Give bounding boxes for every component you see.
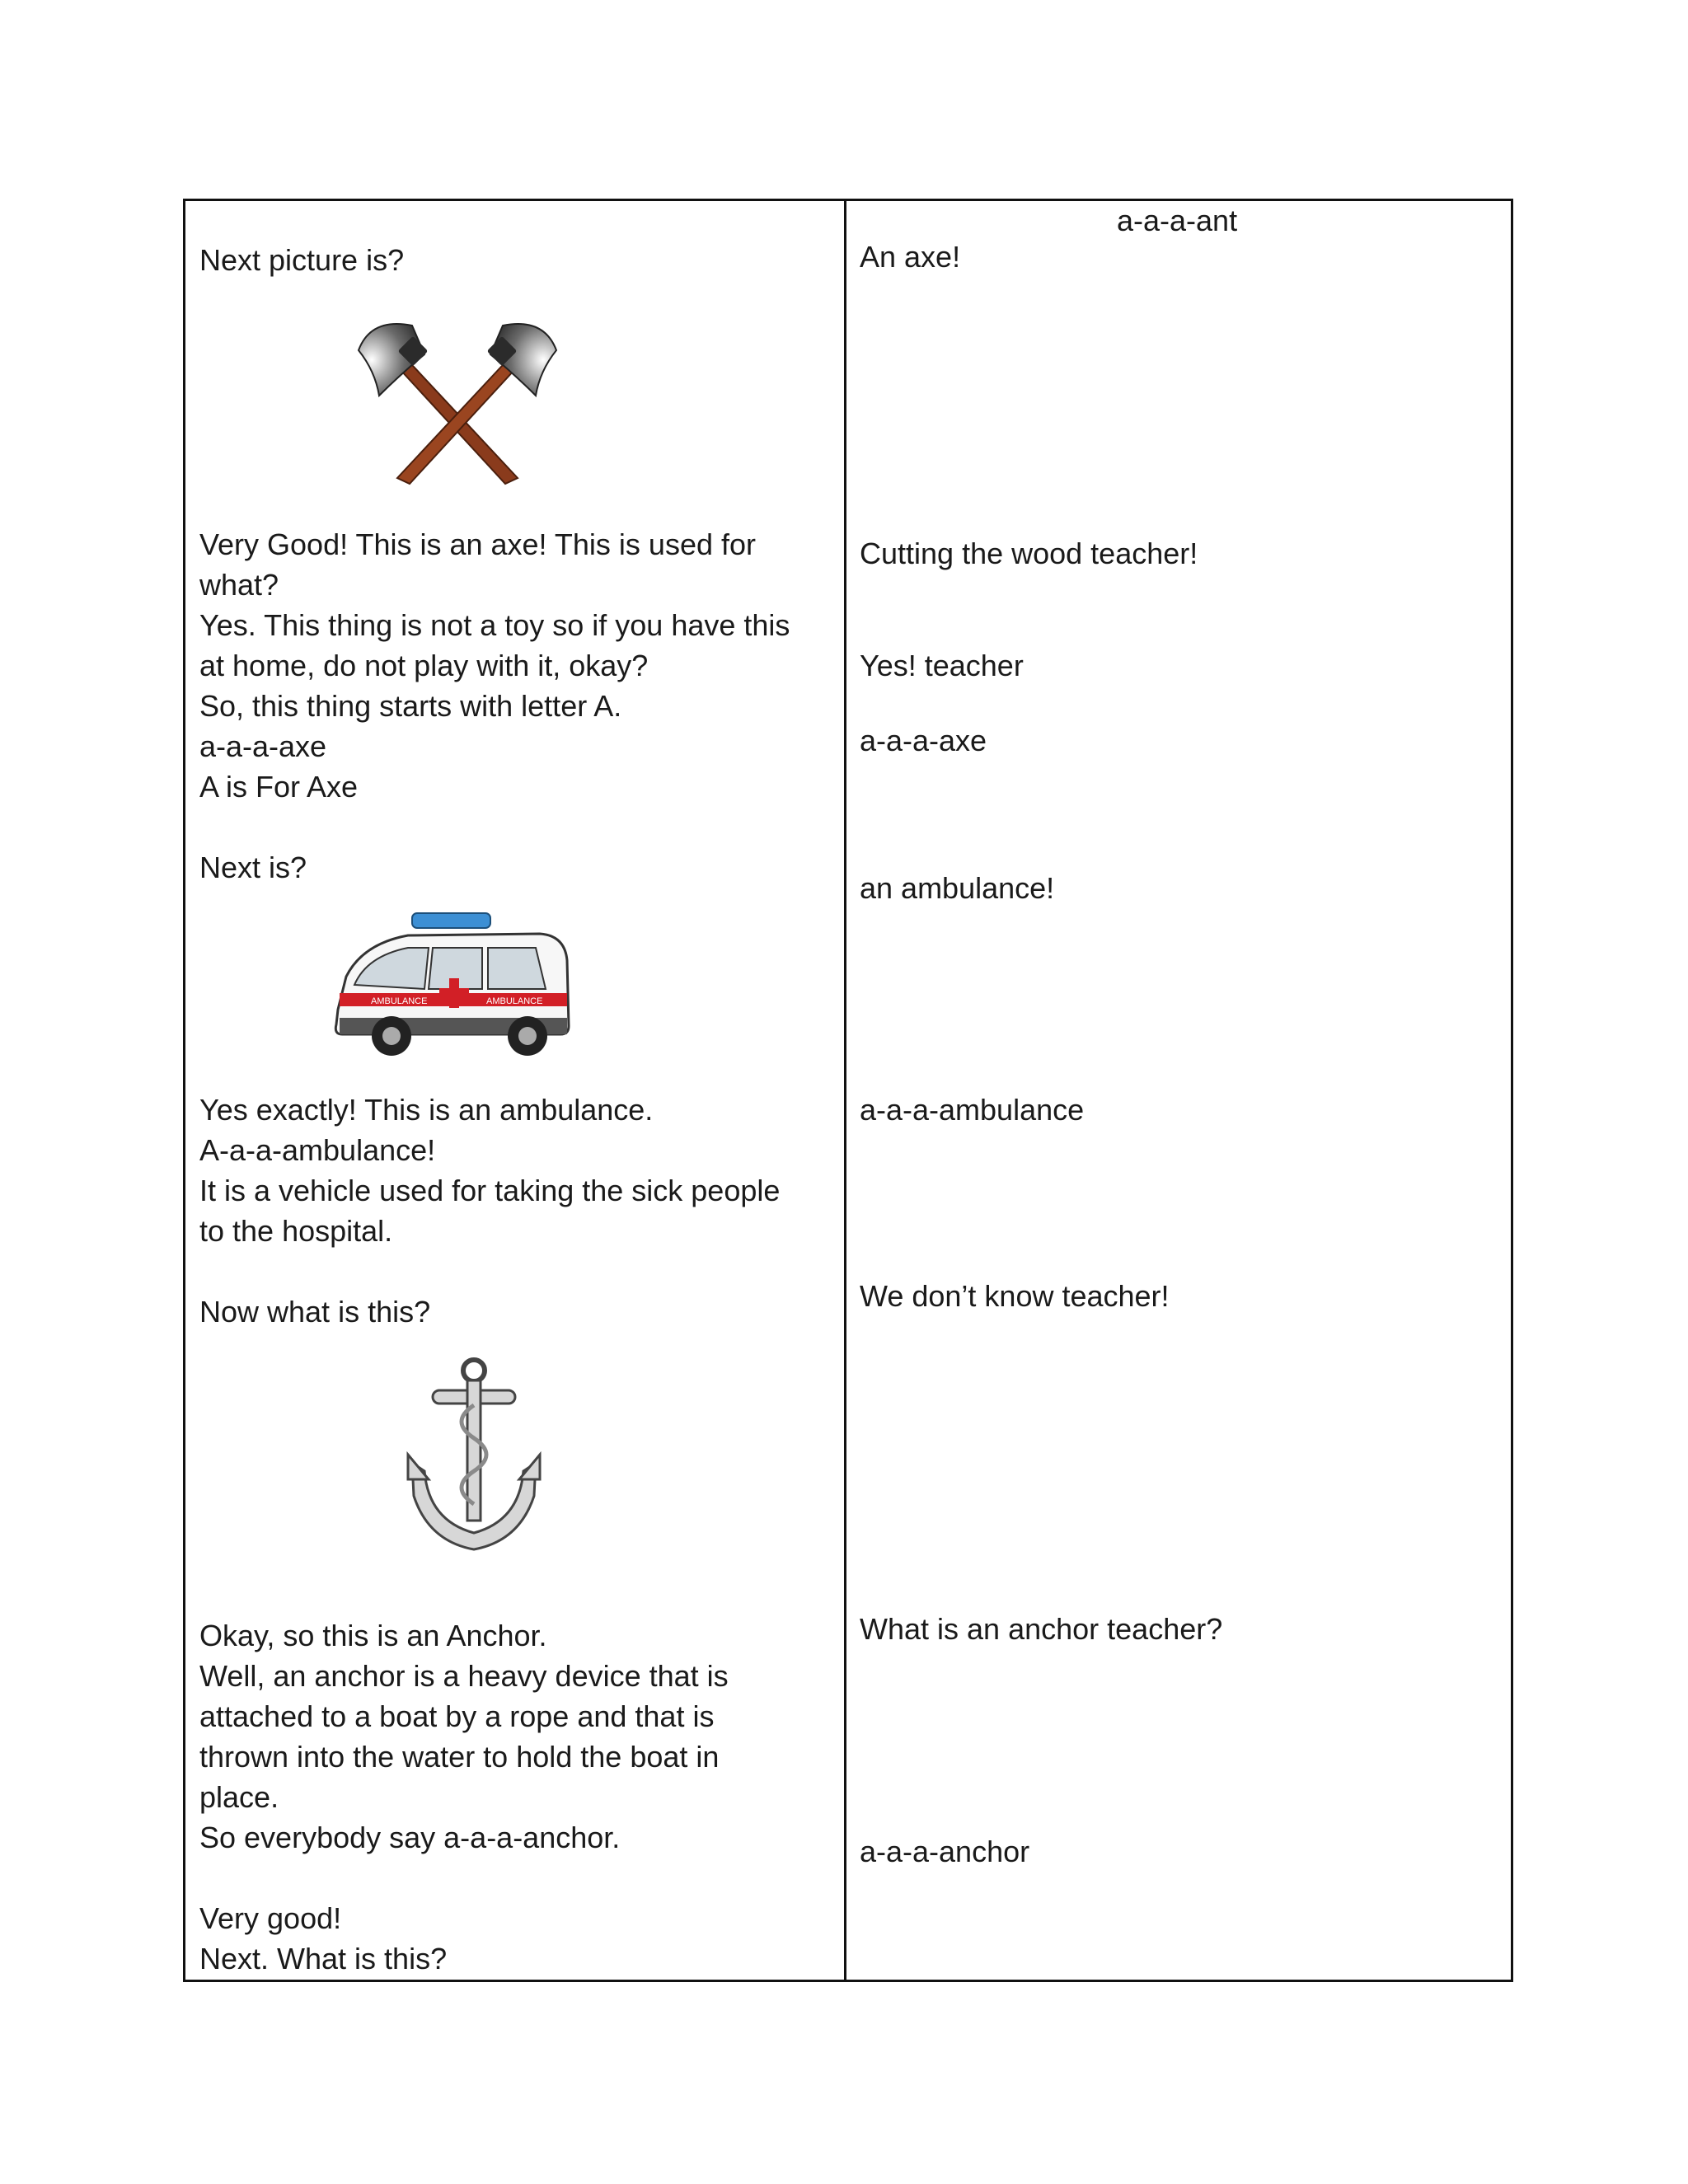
student-line: Yes! teacher — [860, 649, 1024, 682]
ambulance-side-label: AMBULANCE — [486, 996, 543, 1006]
student-line: a-a-a-anchor — [860, 1835, 1030, 1868]
teacher-line: Now what is this? — [199, 1295, 431, 1329]
crossed-axes-icon — [354, 309, 560, 486]
teacher-line: a-a-a-axe — [199, 729, 327, 763]
teacher-line: at home, do not play with it, okay? — [199, 649, 649, 682]
student-line: a-a-a-axe — [860, 724, 987, 757]
student-line: We don’t know teacher! — [860, 1279, 1170, 1313]
ambulance-icon — [330, 911, 573, 1063]
student-line: a-a-a-ambulance — [860, 1093, 1085, 1127]
teacher-line: Next picture is? — [199, 243, 405, 277]
student-line: Cutting the wood teacher! — [860, 537, 1198, 570]
teacher-line: Next. What is this? — [199, 1942, 448, 1975]
teacher-line: So everybody say a-a-a-anchor. — [199, 1821, 621, 1854]
student-top-line: a-a-a-ant — [1117, 204, 1238, 237]
student-line: an ambulance! — [860, 871, 1055, 905]
teacher-line: Okay, so this is an Anchor. — [199, 1619, 547, 1652]
teacher-line: A is For Axe — [199, 770, 359, 804]
teacher-line: Very Good! This is an axe! This is used for — [199, 527, 756, 561]
column-divider — [844, 199, 846, 1982]
teacher-line: Next is? — [199, 851, 307, 884]
teacher-line: Well, an anchor is a heavy device that is — [199, 1659, 729, 1693]
teacher-line: what? — [199, 568, 279, 602]
teacher-line: attached to a boat by a rope and that is — [199, 1699, 715, 1733]
teacher-line: thrown into the water to hold the boat in — [199, 1740, 720, 1774]
teacher-line: Very good! — [199, 1901, 342, 1935]
ambulance-front-label: AMBULANCE — [371, 996, 428, 1006]
student-line: An axe! — [860, 240, 961, 274]
student-line: What is an anchor teacher? — [860, 1612, 1223, 1646]
teacher-line: Yes exactly! This is an ambulance. — [199, 1093, 654, 1127]
anchor-icon — [404, 1356, 544, 1554]
teacher-line: to the hospital. — [199, 1214, 393, 1248]
teacher-line: So, this thing starts with letter A. — [199, 689, 622, 723]
teacher-line: It is a vehicle used for taking the sick people — [199, 1174, 781, 1207]
teacher-line: Yes. This thing is not a toy so if you have this — [199, 608, 790, 642]
teacher-line: place. — [199, 1780, 279, 1814]
teacher-line: A-a-a-ambulance! — [199, 1133, 436, 1167]
